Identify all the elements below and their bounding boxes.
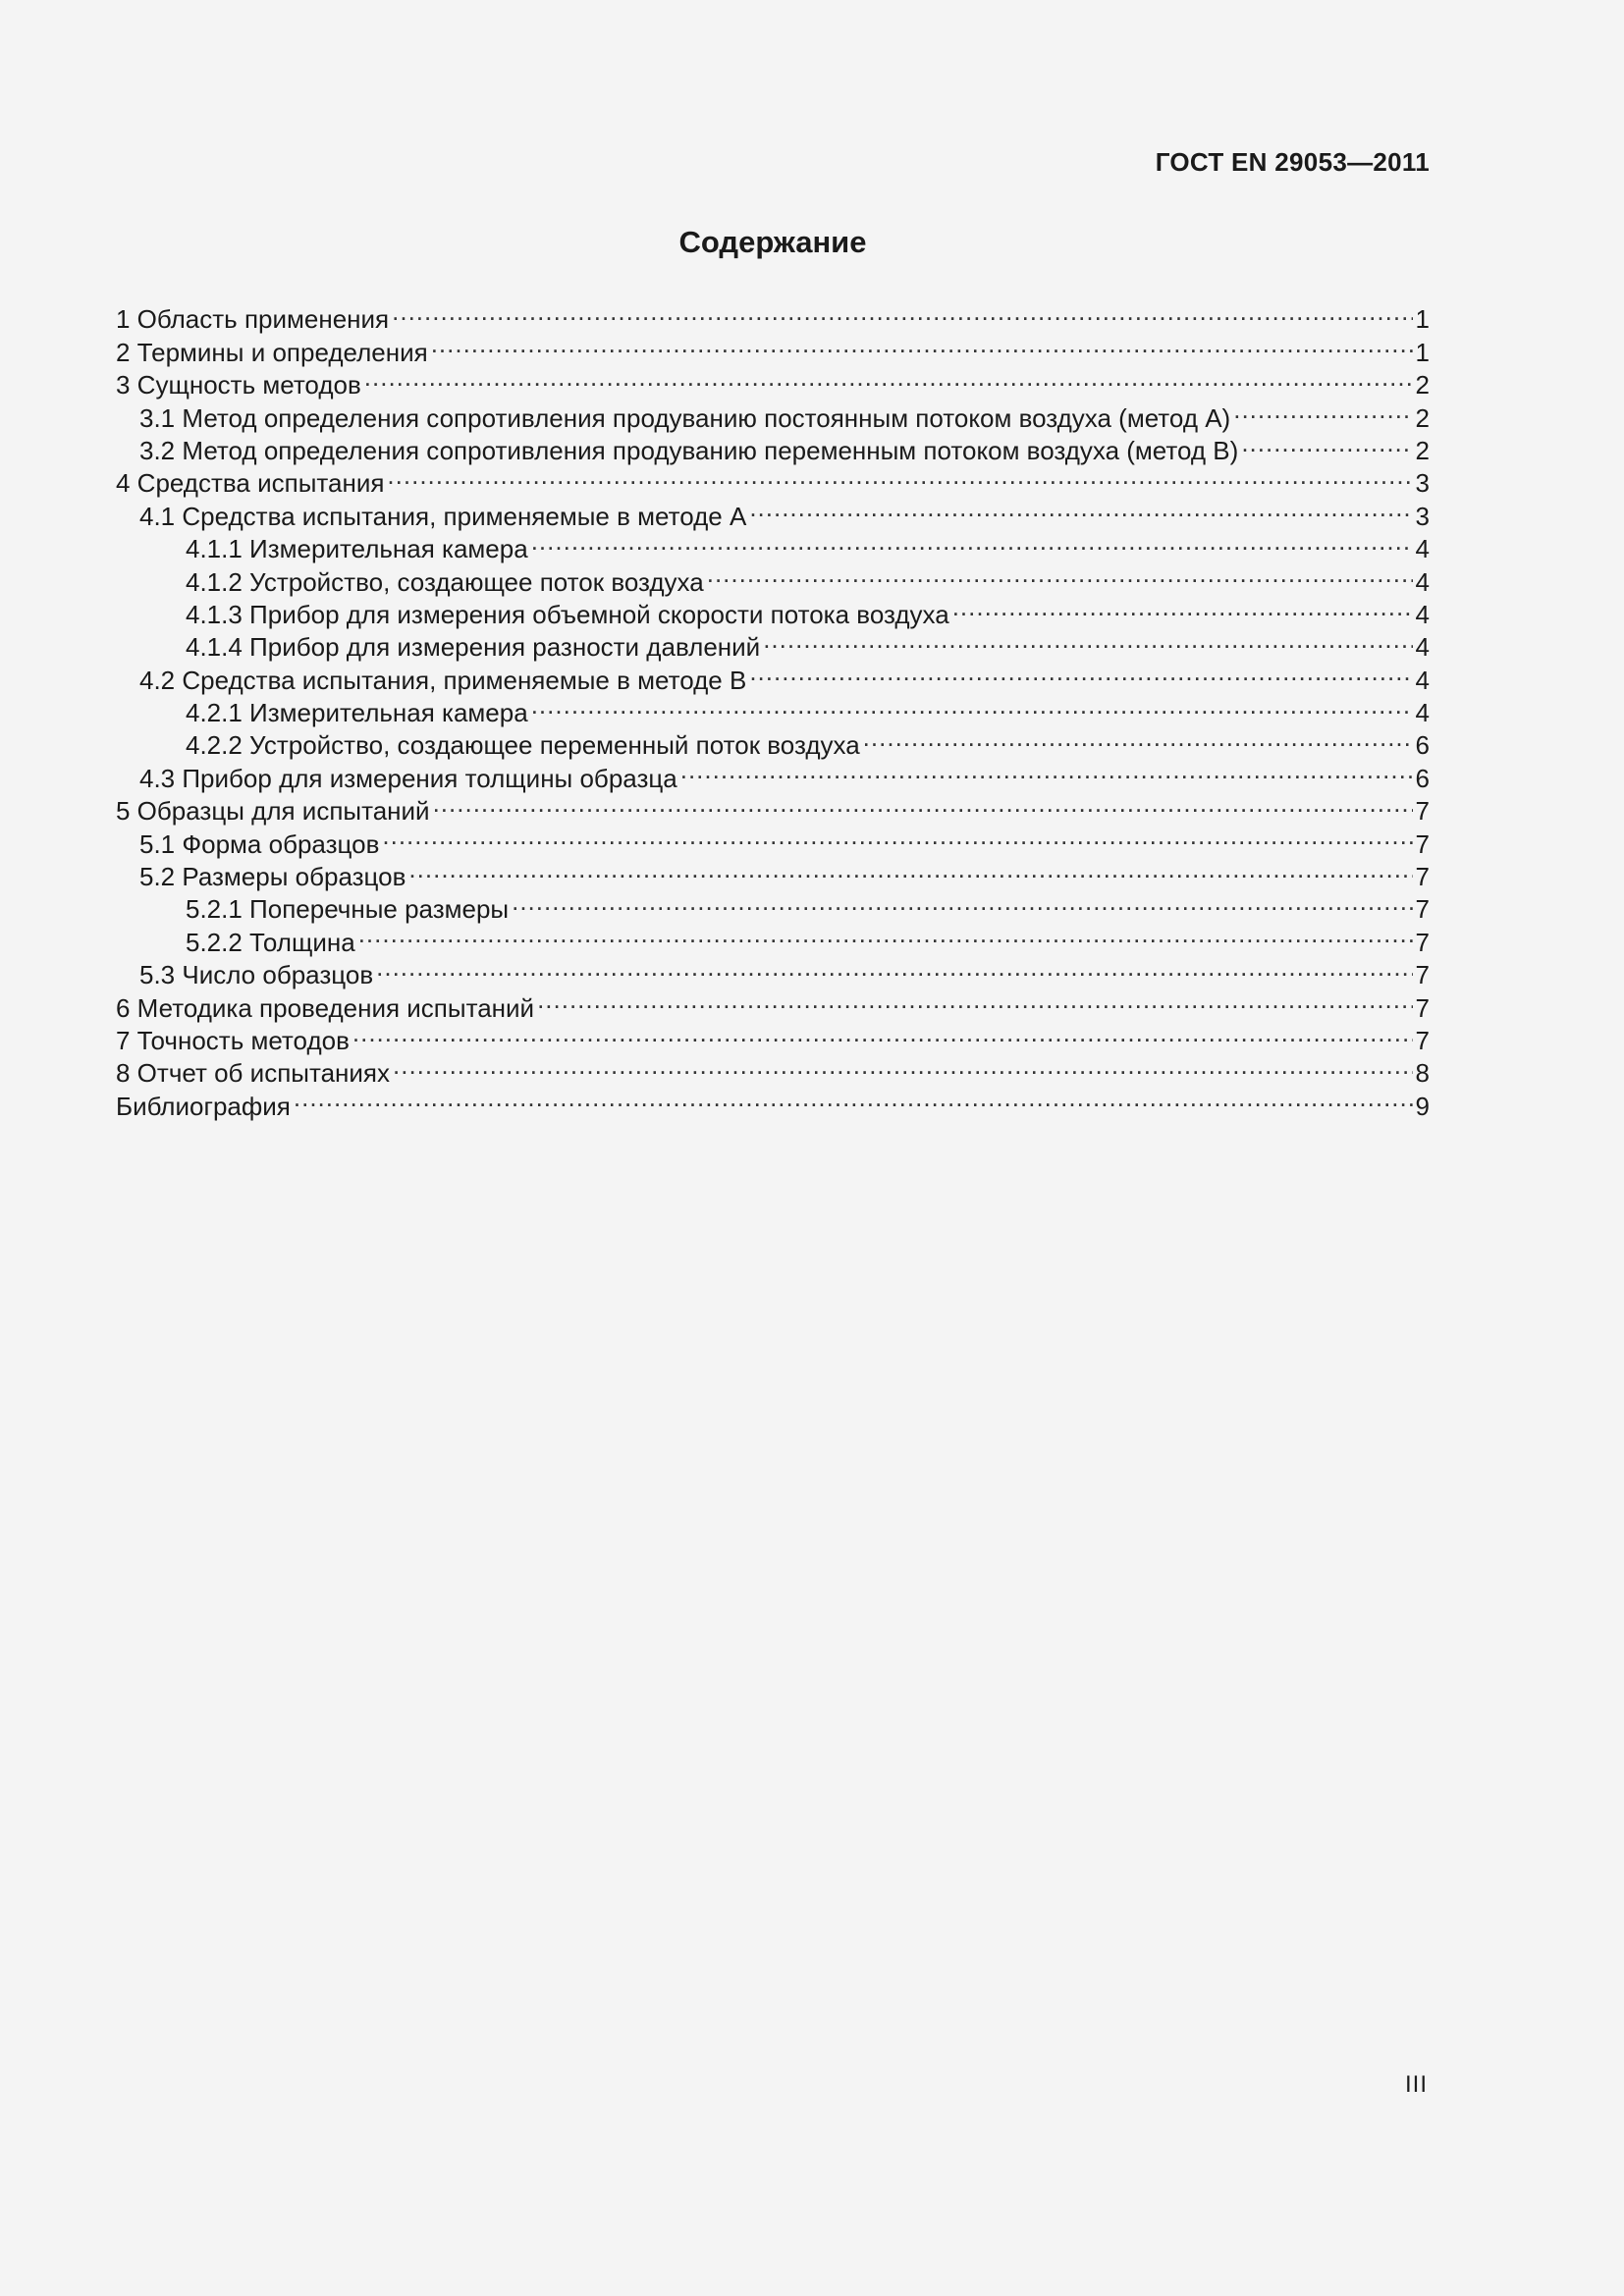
toc-entry-page: 7 [1415, 960, 1430, 990]
toc-leader-dots [680, 754, 1413, 786]
toc-entry-page: 7 [1415, 894, 1430, 925]
toc-leader-dots [531, 689, 1413, 721]
toc-entry-page: 4 [1415, 534, 1430, 564]
toc-title: Содержание [678, 225, 867, 259]
toc-leader-dots [707, 558, 1413, 590]
toc-leader-dots [1233, 394, 1412, 426]
toc-leader-dots [364, 361, 1413, 394]
toc-entry-text: 4.3 Прибор для измерения толщины образца [139, 763, 677, 793]
toc-entry-text: 6 Методика проведения испытаний [116, 992, 535, 1023]
toc-entry-text: 1 Область применения [116, 304, 390, 335]
toc-entry-text: 4.2.2 Устройство, создающее переменный поток воздуха [186, 730, 860, 761]
toc-entry-page: 1 [1415, 337, 1430, 367]
toc-entry-text: 3 Сущность методов [116, 370, 361, 400]
toc-entry-page: 9 [1415, 1091, 1430, 1121]
toc-leader-dots [512, 885, 1412, 918]
toc-entry-page: 7 [1415, 927, 1430, 957]
toc-entry-page: 2 [1415, 435, 1430, 465]
toc-entry-text: 5.2.1 Поперечные размеры [186, 894, 510, 925]
toc-entry-page: 3 [1415, 501, 1430, 531]
toc-entry-text: 2 Термины и определения [116, 337, 428, 367]
toc-leader-dots [863, 721, 1413, 754]
toc-entry-page: 7 [1415, 796, 1430, 827]
toc-entry-page: 4 [1415, 665, 1430, 695]
page-number: III [1404, 2071, 1428, 2098]
toc-leader-dots [294, 1082, 1413, 1114]
toc-entry-page: 1 [1415, 304, 1430, 335]
toc-entry-text: 4.1.1 Измерительная камера [186, 534, 528, 564]
toc-entry-text: Библиография [116, 1091, 291, 1121]
toc-leader-dots [749, 492, 1412, 524]
toc-leader-dots [387, 459, 1412, 492]
toc-entry-text: 4.1.4 Прибор для измерения разности давлений [186, 632, 761, 663]
toc-entry-text: 7 Точность методов [116, 1025, 350, 1055]
toc-leader-dots [392, 295, 1412, 328]
toc-entry-page: 4 [1415, 599, 1430, 629]
toc-leader-dots [382, 820, 1412, 852]
toc-entry-text: 5.1 Форма образцов [139, 828, 380, 859]
toc-entry-page: 2 [1415, 370, 1430, 400]
toc-entry-page: 6 [1415, 763, 1430, 793]
toc-entry-text: 4.2.1 Измерительная камера [186, 698, 528, 728]
toc-entry-page: 8 [1415, 1058, 1430, 1089]
toc-entry-page: 7 [1415, 828, 1430, 859]
toc-leader-dots [352, 1017, 1413, 1049]
toc-entry-page: 4 [1415, 566, 1430, 597]
toc-entry-text: 4.2 Средства испытания, применяемые в методе В [139, 665, 747, 695]
toc-leader-dots [393, 1049, 1413, 1082]
toc-leader-dots [531, 525, 1413, 558]
toc-leader-dots [431, 328, 1413, 360]
toc-entry-page: 3 [1415, 468, 1430, 499]
toc-leader-dots [537, 984, 1412, 1016]
toc-leader-dots [952, 591, 1413, 623]
toc-entry[interactable] [116, 1082, 1430, 1121]
toc-leader-dots [763, 623, 1412, 656]
toc-entry-text: 5.2.2 Толщина [186, 927, 355, 957]
table-of-contents [116, 295, 1430, 1121]
toc-entry-page: 2 [1415, 402, 1430, 433]
toc-entry-text: 5 Образцы для испытаний [116, 796, 430, 827]
toc-leader-dots [408, 853, 1412, 885]
toc-entry-text: 8 Отчет об испытаниях [116, 1058, 390, 1089]
toc-entry-page: 4 [1415, 632, 1430, 663]
toc-leader-dots [1241, 427, 1412, 459]
toc-entry-text: 5.2 Размеры образцов [139, 862, 406, 892]
toc-leader-dots [433, 787, 1413, 820]
toc-entry-page: 7 [1415, 862, 1430, 892]
toc-entry-page: 6 [1415, 730, 1430, 761]
toc-entry-text: 3.1 Метод определения сопротивления продуванию постоянным потоком воздуха (метод A) [139, 402, 1231, 433]
toc-entry-text: 5.3 Число образцов [139, 960, 374, 990]
toc-entry-text: 3.2 Метод определения сопротивления продуванию переменным потоком воздуха (метод B) [139, 435, 1239, 465]
toc-leader-dots [358, 918, 1413, 950]
document-code: ГОСТ EN 29053—2011 [1155, 147, 1430, 177]
toc-entry-text: 4.1 Средства испытания, применяемые в методе А [139, 501, 747, 531]
toc-entry-page: 7 [1415, 1025, 1430, 1055]
toc-leader-dots [749, 656, 1412, 688]
toc-entry-text: 4.1.3 Прибор для измерения объемной скорости потока воздуха [186, 599, 949, 629]
toc-entry-page: 7 [1415, 992, 1430, 1023]
toc-leader-dots [376, 951, 1412, 984]
toc-entry[interactable] [116, 295, 1430, 335]
toc-entry-page: 4 [1415, 698, 1430, 728]
toc-entry-text: 4 Средства испытания [116, 468, 385, 499]
toc-entry-text: 4.1.2 Устройство, создающее поток воздуха [186, 566, 704, 597]
